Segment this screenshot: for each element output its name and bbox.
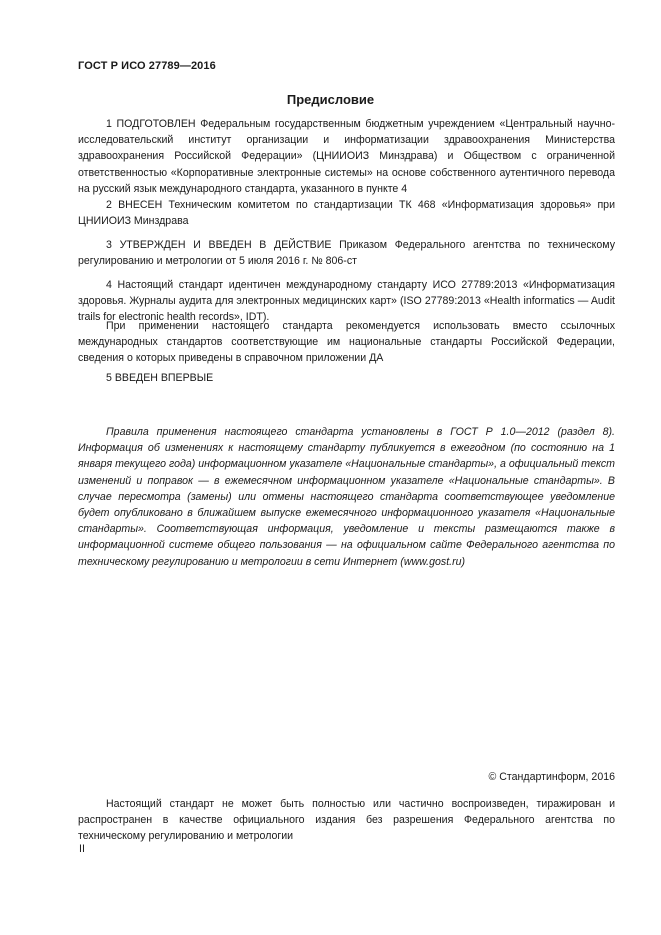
- notice-application-rules: Правила применения настоящего стандарта установлены в ГОСТ Р 1.0—2012 (раздел 8). Информация об изменениях к настоящему стандарту публикуется в ежегодном (по состоянию на 1 января текущего года) информационном указателе «Национальные стандарты», а официальный текст изменений и поправок — в ежемесячном информационном указателе «Национальные стандарты». В случае пересмотра (замены) или отмены настоящего стандарта соответствующее уведомление будет опубликовано в ближайшем выпуске ежемесячного информационного указателя «Национальные стандарты». Соответствующая информация, уведомление и тексты размещаются также в информационной системе общего пользования — на официальном сайте Федерального агентства по техническому регулированию и метрологии в сети Интернет (www.gost.ru): [78, 426, 615, 568]
- copyright-line: © Стандартинформ, 2016: [488, 771, 615, 783]
- reproduction-notice: Настоящий стандарт не может быть полностью или частично воспроизведен, тиражирован и распространен в качестве официального издания без разрешения Федерального агентства по техническому регулированию и метрологии: [78, 798, 615, 843]
- paragraph-introduced-first: 5 ВВЕДЕН ВПЕРВЫЕ: [106, 372, 214, 384]
- page-number: II: [79, 843, 85, 855]
- paragraph-national-standards-use: При применении настоящего стандарта рекомендуется использовать вместо ссылочных международных стандартов соответствующие им национальные стандарты Российской Федерации, сведения о которых приведены в справочном приложении ДА: [78, 320, 615, 365]
- paragraph-approved: 3 УТВЕРЖДЕН И ВВЕДЕН В ДЕЙСТВИЕ Приказом Федерального агентства по техническому регулированию и метрологии от 5 июля 2016 г. № 806-ст: [78, 239, 615, 268]
- page-title: Предисловие: [286, 92, 375, 107]
- paragraph-identical-standard: 4 Настоящий стандарт идентичен международному стандарту ИСО 27789:2013 «Информатизация здоровья. Журналы аудита для электронных медицинских карт» (ISO 27789:2013 «Health informatics — Audit trails for electronic health records», IDT).: [78, 279, 615, 324]
- paragraph-prepared-by: 1 ПОДГОТОВЛЕН Федеральным государственным бюджетным учреждением «Центральный научно-исследовательский институт организации и информатизации здравоохранения Министерства здравоохранения Российской Федерации» (ЦНИИОИЗ Минздрава) и Обществом с ограниченной ответственностью «Корпоративные электронные системы» на основе собственного аутентичного перевода на русский язык международного стандарта, указанного в пункте 4: [78, 118, 615, 195]
- paragraph-introduced-by: 2 ВНЕСЕН Техническим комитетом по стандартизации ТК 468 «Информатизация здоровья» при ЦНИИОИЗ Минздрава: [78, 199, 615, 228]
- standard-header: ГОСТ Р ИСО 27789—2016: [78, 60, 216, 72]
